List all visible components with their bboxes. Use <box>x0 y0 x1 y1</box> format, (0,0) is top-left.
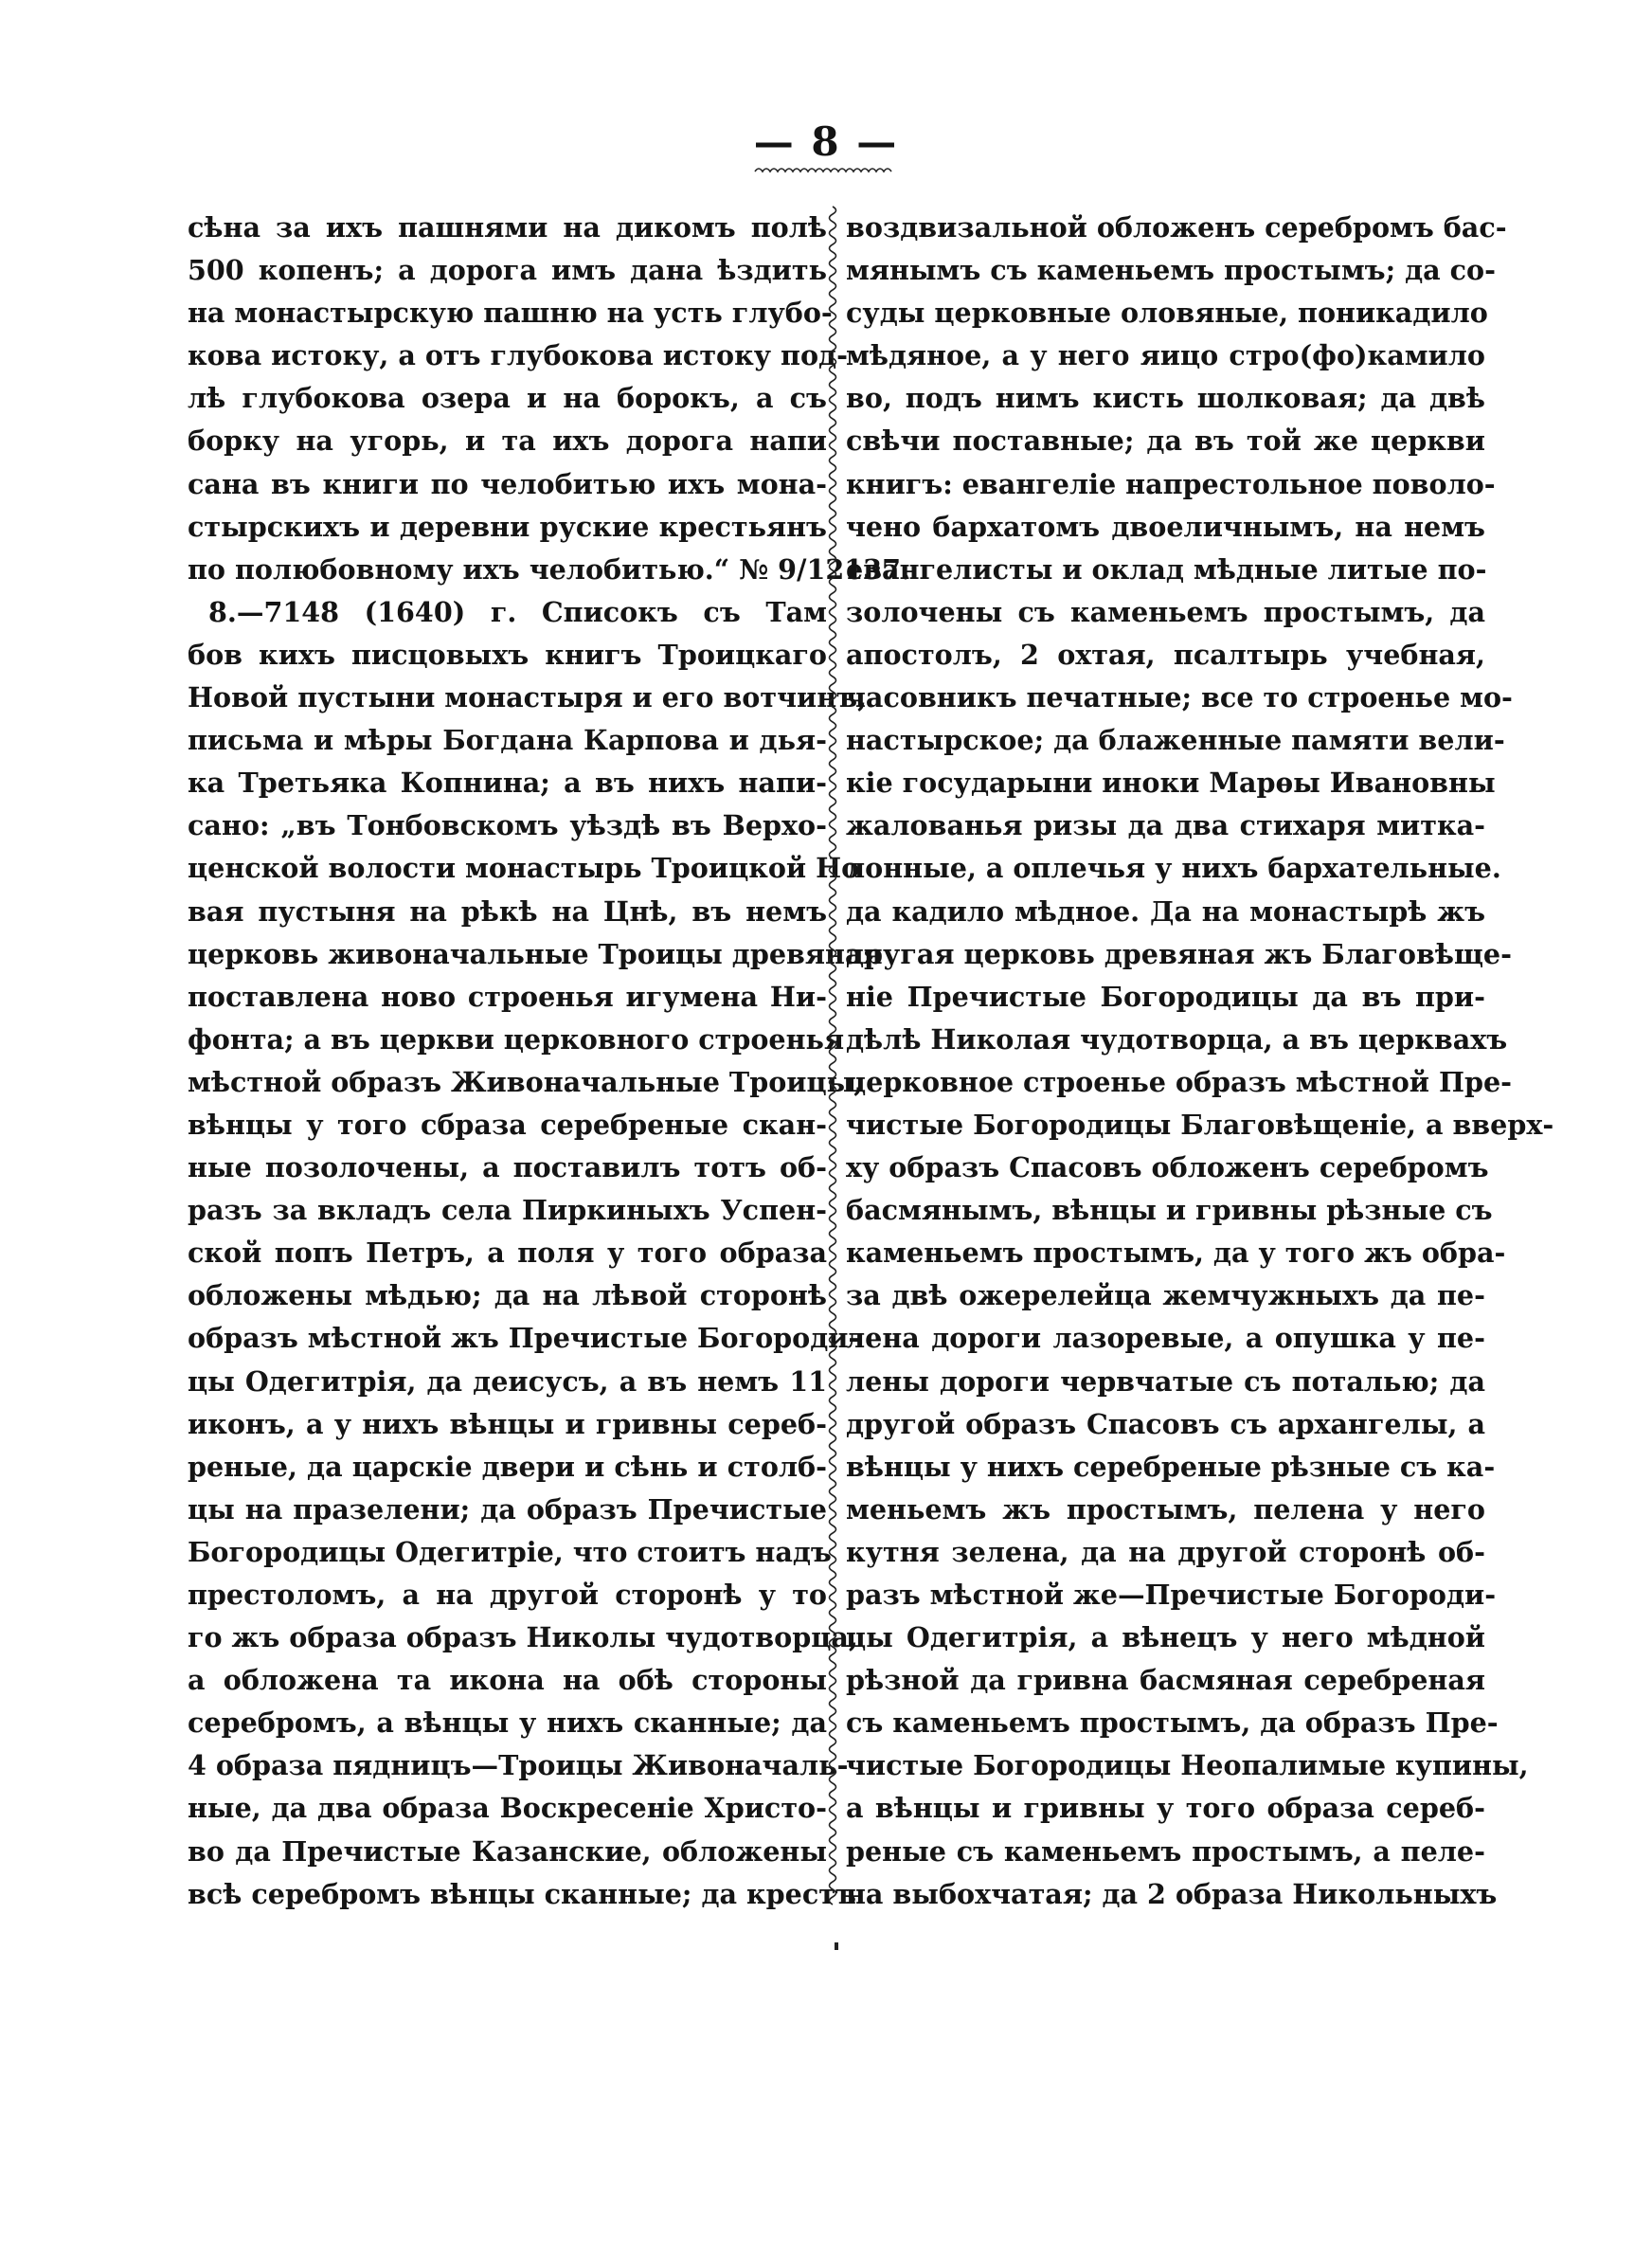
text-line: образъ мѣстной жъ Пречистые Богороди- <box>188 1322 860 1355</box>
text-line: мѣстной образъ Живоначальные Троицы, <box>188 1065 864 1098</box>
text-line: кова истоку, а отъ глубокова истоку под- <box>188 339 848 372</box>
text-line: ные, да два образа Воскресеніе Христо- <box>188 1792 827 1825</box>
text-line: ные позолочены, а поставилъ тотъ об- <box>188 1151 827 1184</box>
page-number: — 8 — <box>753 118 899 165</box>
text-line: да кадило мѣдное. Да на монастырѣ жъ <box>846 894 1485 928</box>
text-line: а вѣнцы и гривны у того образа сереб- <box>846 1792 1485 1825</box>
text-line: цы на празелени; да образъ Пречистые <box>188 1492 827 1526</box>
text-line: 8.—7148 (1640) г. Списокъ съ Там <box>208 595 827 628</box>
text-line: апостолъ, 2 охтая, псалтырь учебная, <box>846 638 1485 671</box>
text-line: кіе государыни иноки Марѳы Ивановны <box>846 767 1496 800</box>
text-line: книгъ: евангеліе напрестольное поволо- <box>846 467 1496 500</box>
text-line: разъ мѣстной же—Пречистые Богороди- <box>846 1579 1497 1611</box>
printer-mark <box>835 1942 838 1950</box>
text-line: ка Третьяка Копнина; а въ нихъ напи- <box>188 767 827 800</box>
text-line: лена дороги лазоревые, а опушка у пе- <box>846 1322 1485 1355</box>
text-line: борку на угорь, и та ихъ дорога напи <box>188 424 827 458</box>
text-line: сѣна за ихъ пашнями на дикомъ полѣ <box>188 211 827 244</box>
text-line: другой образъ Спасовъ съ архангелы, а <box>846 1407 1485 1440</box>
text-line: Новой пустыни монастыря и его вотчинъ, <box>188 681 868 714</box>
text-line: реные съ каменьемъ простымъ, а пеле- <box>846 1834 1485 1868</box>
column-divider-wavy-line <box>822 207 843 1903</box>
text-line: вѣнцы у того сбраза серебреные скан- <box>188 1108 827 1141</box>
text-line: кутня зелена, да на другой сторонѣ об- <box>846 1535 1485 1568</box>
text-line: разъ за вкладъ села Пиркиныхъ Успен- <box>188 1194 827 1227</box>
text-line: чистые Богородицы Благовѣщеніе, а вверх- <box>846 1108 1554 1141</box>
text-line: во, подъ нимъ кисть шолковая; да двѣ <box>846 382 1485 415</box>
text-line: мѣдяное, а у него яицо стро(фо)камило <box>846 339 1485 372</box>
text-line: письма и мѣры Богдана Карпова и дья- <box>188 724 827 757</box>
text-line: бов кихъ писцовыхъ книгъ Троицкаго <box>188 638 827 671</box>
text-line: евангелисты и оклад мѣдные литые по- <box>846 552 1487 586</box>
text-line: го жъ образа образъ Николы чудотворца, <box>188 1621 858 1654</box>
text-line: по полюбовному ихъ челобитью.“ № 9/12137. <box>188 552 910 586</box>
text-line: всѣ серебромъ вѣнцы сканные; да крестъ <box>188 1877 856 1910</box>
text-line: свѣчи поставные; да въ той же церкви <box>846 424 1485 458</box>
text-line: сана въ книги по челобитью ихъ мона- <box>188 467 827 500</box>
left-text-column <box>188 207 910 1916</box>
text-line: стырскихъ и деревни руские крестьянъ <box>188 510 827 543</box>
text-line: лѣ глубокова озера и на борокъ, а съ <box>188 382 827 415</box>
text-line: иконъ, а у нихъ вѣнцы и гривны сереб- <box>188 1407 827 1440</box>
text-line: вая пустыня на рѣкѣ на Цнѣ, въ немъ <box>188 894 827 928</box>
text-line: съ каменьемъ простымъ, да образъ Пре- <box>846 1706 1499 1740</box>
text-line: за двѣ ожерелейца жемчужныхъ да пе- <box>846 1279 1485 1312</box>
text-line: реные, да царскіе двери и сѣнь и столб- <box>188 1450 827 1483</box>
text-line: мянымъ съ каменьемъ простымъ; да со- <box>846 254 1496 287</box>
text-line: на выбохчатая; да 2 образа Никольныхъ <box>846 1877 1498 1910</box>
text-line: на монастырскую пашню на усть глубо- <box>188 297 833 330</box>
text-line: рѣзной да гривна басмяная серебреная <box>846 1664 1485 1697</box>
text-line: вѣнцы у нихъ серебреные рѣзные съ ка- <box>846 1450 1496 1483</box>
text-line: каменьемъ простымъ, да у того жъ обра- <box>846 1237 1506 1270</box>
text-line: суды церковные оловяные, поникадило <box>846 297 1488 330</box>
text-line: поставлена ново строенья игумена Ни- <box>188 980 827 1013</box>
text-line: другая церковь древяная жъ Благовѣще- <box>846 937 1512 970</box>
text-line: ской попъ Петръ, а поля у того образа <box>188 1237 827 1270</box>
text-line: а обложена та икона на обѣ стороны <box>188 1664 827 1697</box>
text-line: воздвизальной обложенъ серебромъ бас- <box>846 211 1507 244</box>
text-line: цы Одегитрія, да деисусъ, а въ немъ 11 <box>188 1364 827 1398</box>
text-line: престоломъ, а на другой сторонѣ у то <box>188 1579 827 1611</box>
text-line: церковное строенье образъ мѣстной Пре- <box>846 1065 1513 1098</box>
text-line: фонта; а въ церкви церковного строенья <box>188 1022 845 1056</box>
text-line: Богородицы Одегитріе, что стоитъ надъ <box>188 1535 832 1568</box>
text-line: жалованья ризы да два стихаря митка- <box>846 809 1485 842</box>
text-line: 500 копенъ; а дорога имъ дана ѣздить <box>188 254 827 287</box>
text-line: чистые Богородицы Неопалимые купины, <box>846 1749 1529 1782</box>
text-line: церковь живоначальные Троицы древяная <box>188 937 883 970</box>
text-line: ніе Пречистые Богородицы да въ при- <box>846 980 1485 1013</box>
text-line: басмянымъ, вѣнцы и гривны рѣзные съ <box>846 1194 1493 1227</box>
text-line: чено бархатомъ двоеличнымъ, на немъ <box>846 510 1485 543</box>
text-line: лены дороги червчатые съ поталью; да <box>846 1364 1485 1398</box>
text-line: меньемъ жъ простымъ, пелена у него <box>846 1492 1485 1526</box>
text-line: ху образъ Спасовъ обложенъ серебромъ <box>846 1151 1489 1184</box>
text-line: серебромъ, а вѣнцы у нихъ сканные; да <box>188 1706 827 1740</box>
header-flourish-ornament <box>753 163 895 176</box>
text-line: золочены съ каменьемъ простымъ, да <box>846 595 1485 628</box>
text-line: лонные, а оплечья у нихъ бархательные. <box>846 852 1501 885</box>
text-line: ценской волости монастырь Троицкой Но <box>188 852 860 885</box>
text-line: сано: „въ Тонбовскомъ уѣздѣ въ Верхо- <box>188 809 827 842</box>
text-line: цы Одегитрія, а вѣнецъ у него мѣдной <box>846 1621 1485 1654</box>
right-text-column <box>846 207 1554 1916</box>
text-line: часовникъ печатные; все то строенье мо- <box>846 681 1513 714</box>
text-line: настырское; да блаженные памяти вели- <box>846 724 1505 757</box>
text-line: обложены мѣдью; да на лѣвой сторонѣ <box>188 1279 827 1312</box>
text-line: во да Пречистые Казанские, обложены <box>188 1834 827 1868</box>
text-line: 4 образа пядницъ—Троицы Живоначаль- <box>188 1749 849 1782</box>
text-line: дѣлѣ Николая чудотворца, а въ церквахъ <box>846 1022 1508 1056</box>
